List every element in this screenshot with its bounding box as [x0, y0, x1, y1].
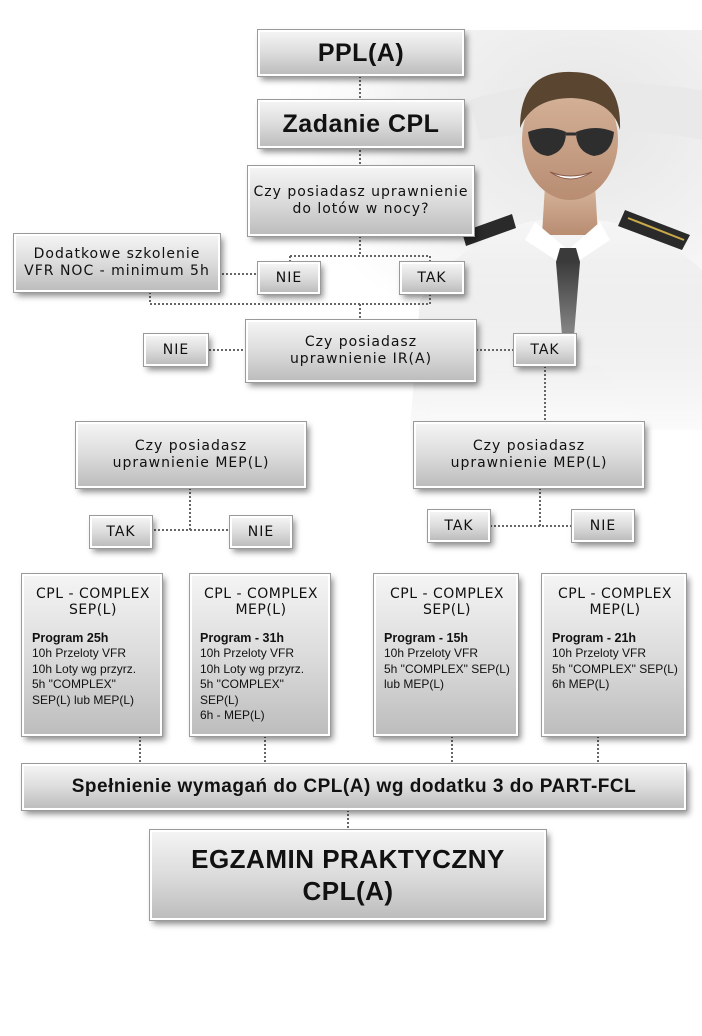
- ir-no-label: NIE: [162, 342, 190, 358]
- question-mep-right-box: [414, 422, 644, 488]
- question-mep-left-label: Czy posiadasz uprawnienie MEP(L): [112, 438, 270, 471]
- program-box: [22, 574, 162, 736]
- program-heading: CPL - COMPLEX SEP(L): [389, 586, 505, 618]
- task-cpl-label: Zadanie CPL: [282, 109, 440, 138]
- program-items: 10h Przeloty VFR 5h "COMPLEX" SEP(L) lub MEP(L): [384, 646, 510, 691]
- question-mep-left-box: [76, 422, 306, 488]
- exam-box: [150, 830, 546, 920]
- requirements-label: Spełnienie wymagań do CPL(A) wg dodatku 3 do PART-FCL: [71, 776, 637, 797]
- question-night-box: [248, 166, 474, 236]
- right-no-label: NIE: [589, 518, 617, 534]
- program-box: [374, 574, 518, 736]
- ir-yes-box: [514, 334, 576, 366]
- left-yes-box: [90, 516, 152, 548]
- question-mep-right-label: Czy posiadasz uprawnienie MEP(L): [450, 438, 608, 471]
- program-items: 10h Przeloty VFR 5h "COMPLEX" SEP(L) 6h MEP(L): [552, 646, 678, 691]
- start-ppl-box: [258, 30, 464, 76]
- night-training-label: Dodatkowe szkolenie VFR NOC - minimum 5h: [24, 246, 210, 279]
- program-box: [542, 574, 686, 736]
- night-no-label: NIE: [275, 270, 303, 286]
- night-yes-box: [400, 262, 464, 294]
- right-no-box: [572, 510, 634, 542]
- night-yes-label: TAK: [417, 270, 447, 286]
- right-yes-label: TAK: [444, 518, 474, 534]
- ir-yes-label: TAK: [530, 342, 560, 358]
- night-training-box: [14, 234, 220, 292]
- program-items: 10h Przeloty VFR 10h Loty wg przyrz. 5h "COMPLEX" SEP(L) 6h - MEP(L): [200, 646, 305, 722]
- program-heading: CPL - COMPLEX MEP(L): [203, 586, 319, 618]
- ir-no-box: [144, 334, 208, 366]
- question-night-label: Czy posiadasz uprawnienie do lotów w nocy?: [253, 184, 469, 217]
- task-cpl-box: [258, 100, 464, 148]
- requirements-box: [22, 764, 686, 810]
- program-duration: Program - 15h: [384, 631, 469, 645]
- left-yes-label: TAK: [106, 524, 136, 540]
- start-ppl-label: PPL(A): [317, 38, 405, 67]
- night-no-box: [258, 262, 320, 294]
- program-heading: CPL - COMPLEX MEP(L): [557, 586, 673, 618]
- question-ir-label: Czy posiadasz uprawnienie IR(A): [289, 334, 433, 367]
- left-no-label: NIE: [247, 524, 275, 540]
- program-heading: CPL - COMPLEX SEP(L): [35, 586, 151, 618]
- program-duration: Program 25h: [32, 631, 109, 645]
- left-no-box: [230, 516, 292, 548]
- right-yes-box: [428, 510, 490, 542]
- program-items: 10h Przeloty VFR 10h Loty wg przyrz. 5h "COMPLEX" SEP(L) lub MEP(L): [32, 646, 137, 707]
- question-ir-box: [246, 320, 476, 382]
- exam-label: EGZAMIN PRAKTYCZNY CPL(A): [191, 844, 505, 906]
- program-duration: Program - 21h: [552, 631, 637, 645]
- program-box: [190, 574, 330, 736]
- program-duration: Program - 31h: [200, 631, 285, 645]
